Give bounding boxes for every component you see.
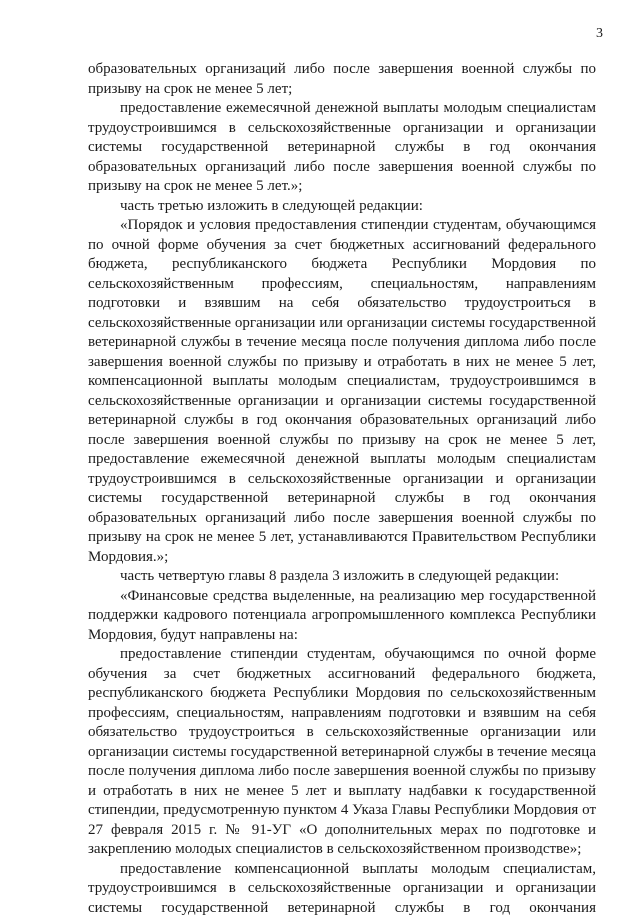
paragraph-financial-means: «Финансовые средства выделенные, на реализацию мер государственной поддержки кадрового потенциала агропромышленного комплекса Республики Мордовия, будут направлены на: (88, 587, 596, 646)
document-body (88, 60, 596, 918)
paragraph-stipend: предоставление стипендии студентам, обучающимся по очной форме обучения за счет бюджетных ассигнований федерального бюджета, республиканского бюджета Республики Мордовия по сельскохозяйственным профессиям, специальностям, направлениям подготовки и взявшим на себя обязательство трудоустроиться в сельскохозяйственные организации или организации системы государственной ветеринарной службы в течение месяца после получения диплома либо после завершения военной службы по призыву и отработать в них не менее 5 лет и выплату надбавки к государственной стипендии, предусмотренную пунктом 4 Указа Главы Республики Мордовия от 27 февраля 2015 г. № 91-УГ «О дополнительных мерах по подготовке и закреплению молодых специалистов в сельскохозяйственном производстве»; (88, 645, 596, 860)
paragraph-part-three-heading: часть третью изложить в следующей редакции: (88, 197, 596, 217)
page-number: 3 (596, 26, 603, 42)
paragraph-procedure: «Порядок и условия предоставления стипендии студентам, обучающимся по очной форме обучения за счет бюджетных ассигнований федерального бюджета, республиканского бюджета Республики Мордовия по сельскохозяйственным профессиям, специальностям, направлениям подготовки и взявшим на себя обязательство трудоустроиться в сельскохозяйственные организации или организации системы государственной ветеринарной службы в течение месяца после получения диплома либо после завершения военной службы по призыву и отработать в них не менее 5 лет, компенсационной выплаты молодым специалистам, трудоустроившимся в сельскохозяйственные организации и организации системы государственной ветеринарной службы в год окончания образовательных организаций либо после завершения военной службы по призыву на срок не менее 5 лет, предоставление ежемесячной денежной выплаты молодым специалистам трудоустроившимся в сельскохозяйственные организации и организации системы государственной ветеринарной службы в год окончания образовательных организаций либо после завершения военной службы по призыву на срок не менее 5 лет, устанавливаются Правительством Республики Мордовия.»; (88, 216, 596, 567)
paragraph-part-four-heading: часть четвертую главы 8 раздела 3 изложить в следующей редакции: (88, 567, 596, 587)
paragraph-monthly-payment: предоставление ежемесячной денежной выплаты молодым специалистам трудоустроившимся в сельскохозяйственные организации и организации системы государственной ветеринарной службы в год окончания образовательных организаций либо после завершения военной службы по призыву на срок не менее 5 лет.»; (88, 99, 596, 197)
paragraph-compensation: предоставление компенсационной выплаты молодым специалистам, трудоустроившимся в сельскохозяйственные организации и организации системы государственной ветеринарной службы в год окончания (88, 860, 596, 918)
paragraph-continuation: образовательных организаций либо после завершения военной службы по призыву на срок не менее 5 лет; (88, 60, 596, 99)
